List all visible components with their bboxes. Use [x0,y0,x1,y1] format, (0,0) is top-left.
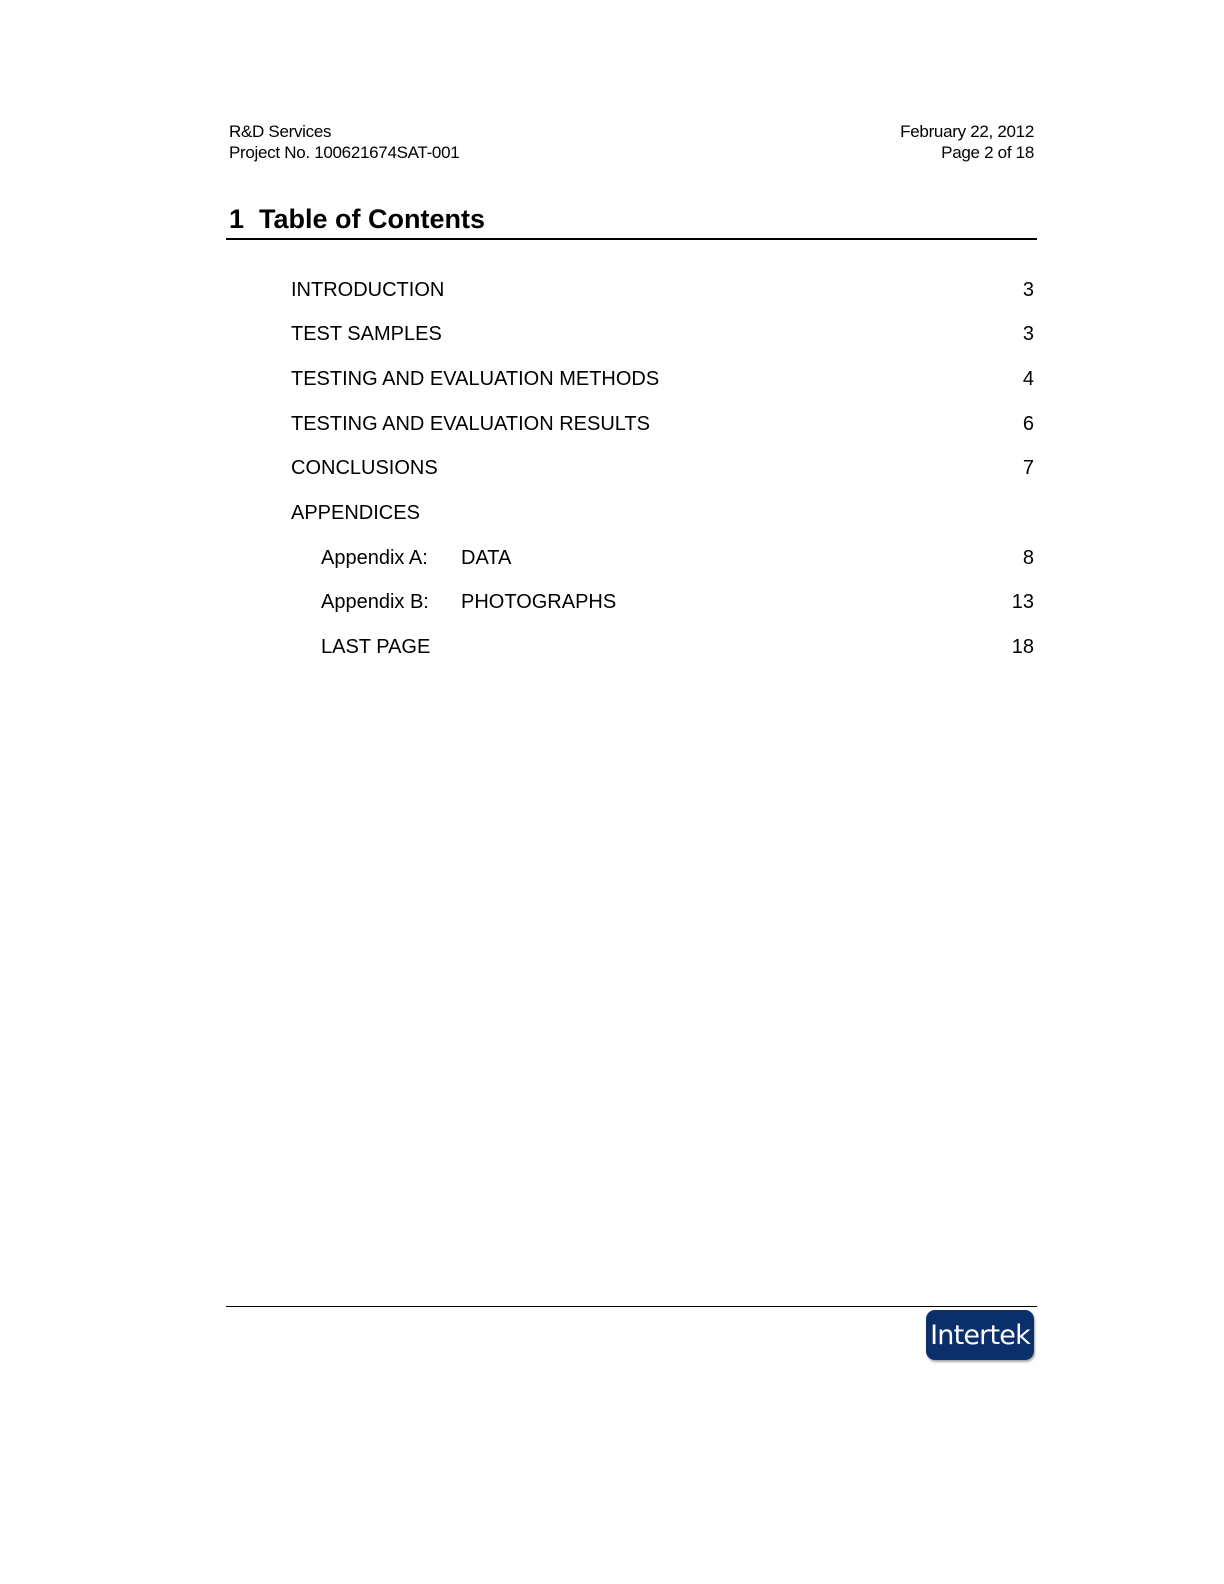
toc-entry-label: TESTING AND EVALUATION RESULTS [291,413,650,435]
toc-entry-page: 3 [1022,279,1034,301]
logo-text: Intertek [930,1319,1030,1351]
toc-entry-page: 13 [1011,591,1034,613]
page-number: Page 2 of 18 [941,143,1034,162]
toc-entry-label: Appendix B: [321,591,429,613]
toc-entry-appendices[interactable] [291,500,1034,526]
toc-entry-label: TEST SAMPLES [291,323,442,345]
toc-entry-appendix-b[interactable] [321,589,1034,615]
section-number: 1 [229,204,245,234]
department-name: R&D Services [229,122,332,141]
section-heading [229,204,485,235]
toc-entry-appendix-a[interactable] [321,545,1034,571]
toc-entry-last-page[interactable] [321,634,1034,660]
toc-entry-title: PHOTOGRAPHS [461,591,617,613]
footer-divider [226,1306,1037,1307]
title-divider [226,238,1037,240]
toc-entry-label: LAST PAGE [321,636,431,658]
report-date: February 22, 2012 [900,122,1034,141]
intertek-logo [926,1310,1034,1360]
header-right [900,121,1034,163]
toc-entry-page: 18 [1011,636,1034,658]
toc-entry-testing-results[interactable] [291,411,1034,437]
toc-entry-label: APPENDICES [291,502,420,524]
section-title: Table of Contents [259,204,485,234]
toc-entry-label: Appendix A: [321,547,428,569]
toc-entry-page: 7 [1022,457,1034,479]
toc-entry-page: 8 [1022,547,1034,569]
toc-entry-page: 3 [1022,323,1034,345]
toc-entry-introduction[interactable] [291,277,1034,303]
toc-entry-title: DATA [461,547,512,569]
toc-entry-label: TESTING AND EVALUATION METHODS [291,368,660,390]
toc-entry-page: 4 [1022,368,1034,390]
project-number: Project No. 100621674SAT-001 [229,143,460,162]
toc-entry-conclusions[interactable] [291,455,1034,481]
header-left [229,121,459,163]
toc-entry-page: 6 [1022,413,1034,435]
toc-entry-label: CONCLUSIONS [291,457,438,479]
toc-entry-label: INTRODUCTION [291,279,445,301]
toc-entry-testing-methods[interactable] [291,366,1034,392]
toc-entry-test-samples[interactable] [291,321,1034,347]
